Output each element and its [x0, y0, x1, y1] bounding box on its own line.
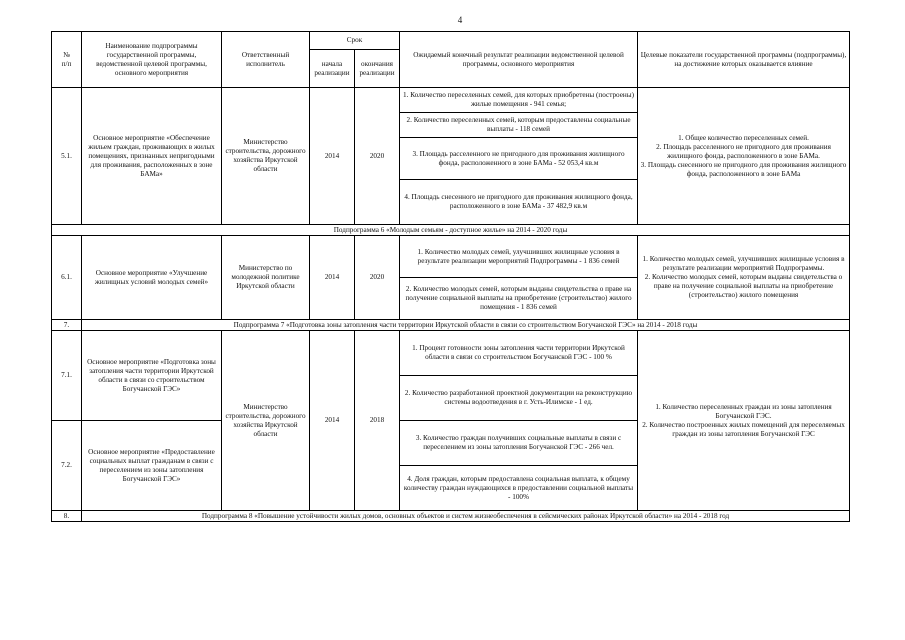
result-item: 2. Количество переселенных семей, которым предоставлены социальные выплаты - 118 семей	[400, 113, 637, 138]
header-term-start: начала реализации	[310, 50, 355, 88]
banner-text: Подпрограмма 8 «Повышение устойчивости жилых домов, основных объектов и систем жизнеобеспечения в сейсмических районах Иркутской области» на 2014 - 2018 год	[82, 511, 850, 522]
result-item: 4. Площадь снесенного не пригодного для проживания жилищного фонда, расположенного в зоне БАМа - 37 482,9 кв.м	[404, 193, 633, 210]
header-row	[52, 32, 850, 50]
result-item: 1. Количество молодых семей, улучшивших жилищные условия в результате реализации мероприятий Подпрограммы - 1 836 семей	[400, 236, 637, 278]
row-targets: 1. Количество молодых семей, улучшивших жилищные условия в результате реализации мероприятий Подпрограммы. 2. Количество молодых семей, которым выданы свидетельства о праве на получение социальной выплаты на приобретение (строительство) жилого помещения	[638, 236, 850, 320]
subprogram-banner-7	[52, 320, 850, 331]
row-results	[400, 331, 638, 511]
subprogram-banner-8	[52, 511, 850, 522]
row-end: 2018	[355, 331, 400, 511]
header-num: № п/п	[52, 32, 82, 88]
program-table	[51, 31, 850, 522]
row-targets: 1. Количество переселенных граждан из зоны затопления Богучанской ГЭС. 2. Количество построенных жилых помещений для переселяемых граждан из зоны затопления Богучанской ГЭС	[638, 331, 850, 511]
table-row-5-1	[52, 88, 850, 225]
row-num: 5.1.	[52, 88, 82, 225]
row-start: 2014	[310, 331, 355, 511]
result-item: 4. Доля граждан, которым предоставлена социальная выплата, к общему количеству граждан нуждающихся в предоставлении социальной выплаты - 100%	[403, 474, 634, 501]
result-item: 1. Процент готовности зоны затопления части территории Иркутской области в связи со строительством Богучанской ГЭС - 100 %	[400, 331, 637, 376]
result-item: 3. Количество граждан получивших социальные выплаты в связи с переселением из зоны затопления Богучанской ГЭС - 266 чел.	[400, 421, 637, 466]
row-name: Основное мероприятие «Улучшение жилищных условий молодых семей»	[82, 236, 222, 320]
header-expected: Ожидаемый конечный результат реализации ведомственной целевой программы, основного мероприятия	[400, 32, 638, 88]
header-targets: Целевые показатели государственной программы (подпрограммы), на достижение которых оказывается влияние	[638, 32, 850, 88]
row-name: Основное мероприятие «Обеспечение жильем граждан, проживающих в жилых помещениях, признанных непригодными для проживания, расположенных в зоне БАМа»	[82, 88, 222, 225]
row-targets: 1. Общее количество переселенных семей. 2. Площадь расселенного не пригодного для проживания жилищного фонда, расположенного в зоне БАМа. 3. Площадь снесенного не пригодного для проживания жилищного фонда, расположенного в зоне БАМа	[638, 88, 850, 225]
header-term: Срок	[310, 32, 400, 50]
result-item: 3. Площадь расселенного не пригодного для проживания жилищного фонда, расположенного в зоне БАМа - 52 053,4 кв.м	[400, 138, 637, 180]
subprogram-banner-6	[52, 225, 850, 236]
row-name: Основное мероприятие «Подготовка зоны затопления части территории Иркутской области в связи со строительством Богучанской ГЭС»	[82, 331, 222, 421]
row-responsible: Министерство строительства, дорожного хозяйства Иркутской области	[222, 88, 310, 225]
header-term-end: окончания реализации	[355, 50, 400, 88]
banner-text: Подпрограмма 7 «Подготовка зоны затопления части территории Иркутской области в связи со строительством Богучанской ГЭС» на 2014 - 2018 годы	[82, 320, 850, 331]
table-row-6-1	[52, 236, 850, 320]
result-item: 2. Количество молодых семей, которым выданы свидетельства о праве на получение социальной выплаты на приобретение (строительство) жилого помещения - 1 836 семей	[405, 285, 632, 311]
row-num: 7.2.	[52, 421, 82, 511]
row-name: Основное мероприятие «Предоставление социальных выплат гражданам в связи с переселением из зоны затопления Богучанской ГЭС»	[82, 421, 222, 511]
table-row-7-1	[52, 331, 850, 421]
page-number: 4	[457, 15, 463, 25]
row-num: 7.1.	[52, 331, 82, 421]
row-start: 2014	[310, 88, 355, 225]
header-responsible: Ответственный исполнитель	[222, 32, 310, 88]
row-end: 2020	[355, 88, 400, 225]
row-results	[400, 88, 638, 225]
banner-num: 7.	[52, 320, 82, 331]
row-start: 2014	[310, 236, 355, 320]
row-responsible: Министерство по молодежной политике Иркутской области	[222, 236, 310, 320]
header-name: Наименование подпрограммы государственной программы, ведомственной целевой программы, основного мероприятия	[82, 32, 222, 88]
row-results	[400, 236, 638, 320]
banner-text: Подпрограмма 6 «Молодым семьям - доступное жилье» на 2014 - 2020 годы	[52, 225, 850, 236]
banner-num: 8.	[52, 511, 82, 522]
row-num: 6.1.	[52, 236, 82, 320]
row-end: 2020	[355, 236, 400, 320]
result-item: 2. Количество разработанной проектной документации на реконструкцию системы водоотведения в г. Усть-Илимске - 1 ед.	[400, 376, 637, 421]
row-responsible: Министерство строительства, дорожного хозяйства Иркутской области	[222, 331, 310, 511]
result-item: 1. Количество переселенных семей, для которых приобретены (построены) жилые помещения - 941 семья;	[400, 88, 637, 113]
